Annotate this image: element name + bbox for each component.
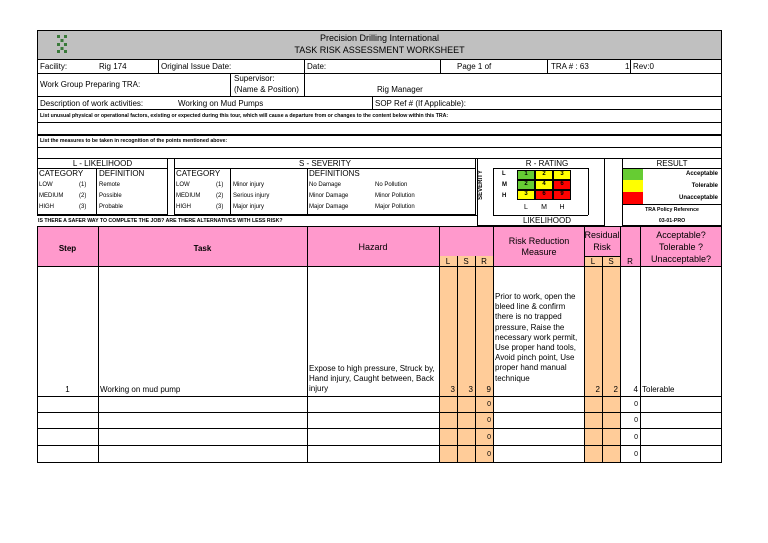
likelihood-high-num: (3) xyxy=(79,204,87,210)
likelihood-definition-header: DEFINITION xyxy=(99,169,145,178)
severity-high-num: (3) xyxy=(216,204,224,210)
row3-rating: 0 xyxy=(487,417,491,424)
supervisor-sub-label: (Name & Position) xyxy=(234,85,299,94)
row5-rating: 0 xyxy=(487,451,491,458)
row1-measure: Prior to work, open the bleed line & confirm there is no trapped pressure, Raise the necessary work permit, Use proper hand tools, Avoid pinch point, Use proper hand manual technique xyxy=(495,292,578,383)
col-residual-s-header: S xyxy=(608,257,614,266)
rating-value-3-1: 3 xyxy=(524,191,528,197)
likelihood-high-def: Probable xyxy=(99,204,124,210)
severity-high-equipment: Major Damage xyxy=(309,204,349,210)
severity-low-cat: LOW xyxy=(176,182,190,188)
col-l-header: L xyxy=(445,257,451,266)
row1-task: Working on mud pump xyxy=(100,385,181,394)
col-residual-header: Residual Risk xyxy=(584,230,620,252)
rating-col-high: H xyxy=(559,204,565,211)
row1-likelihood: 3 xyxy=(450,385,455,394)
severity-low-environment: No Pollution xyxy=(375,182,408,188)
col-task-header: Task xyxy=(193,244,212,253)
issue-date-label: Original Issue Date: xyxy=(161,62,232,71)
rating-severity-label: SEVERITY xyxy=(477,170,484,200)
worksheet-title: TASK RISK ASSESSMENT WORKSHEET xyxy=(294,45,465,55)
result-tolerable-swatch xyxy=(623,180,643,192)
severity-medium-equipment: Minor Damage xyxy=(309,193,349,199)
row2-rating: 0 xyxy=(487,401,491,408)
facility-value: Rig 174 xyxy=(99,62,127,71)
row4-rating: 0 xyxy=(487,434,491,441)
rating-row-medium: M xyxy=(502,182,507,188)
col-r-header: R xyxy=(481,257,487,266)
tra-number: TRA # : 63 xyxy=(551,62,589,71)
rev-label: Rev:0 xyxy=(633,62,654,71)
severity-low-people: Minor injury xyxy=(233,182,265,188)
row1-hazard: Expose to high pressure, Struck by, Hand injury, Caught between, Back injury xyxy=(309,364,435,393)
col-s-header: S xyxy=(463,257,469,266)
likelihood-low-cat: LOW xyxy=(39,182,53,188)
likelihood-medium-cat: MEDIUM xyxy=(39,193,64,199)
result-tolerable-label: Tolerable xyxy=(691,183,718,189)
severity-medium-cat: MEDIUM xyxy=(176,193,201,199)
col-measure-header: Risk Reduction Measure xyxy=(508,236,570,257)
result-acceptable-swatch xyxy=(623,169,643,180)
description-label: Description of work activities: xyxy=(40,99,144,108)
likelihood-high-cat: HIGH xyxy=(39,204,54,210)
likelihood-medium-num: (2) xyxy=(79,193,87,199)
rating-value-1-2: 2 xyxy=(542,171,546,177)
factors-note: List unusual physical or operational factors, existing or expected during this tour, which will cause a departure from or changes to the content below within this TRA: xyxy=(40,113,449,119)
rating-title: R - RATING xyxy=(525,159,569,168)
severity-title: S - SEVERITY xyxy=(298,159,351,168)
rating-col-medium: M xyxy=(541,204,547,211)
sop-ref-label: SOP Ref # (If Applicable): xyxy=(375,99,467,108)
rating-col-low: L xyxy=(524,204,528,211)
likelihood-category-header: CATEGORY xyxy=(39,169,84,178)
rating-likelihood-label: LIKELIHOOD xyxy=(522,216,571,225)
likelihood-low-def: Remote xyxy=(99,182,121,188)
company-name: Precision Drilling International xyxy=(319,33,440,43)
row1-residual-severity: 2 xyxy=(613,385,618,394)
page-label: Page 1 of xyxy=(457,62,492,71)
rating-value-3-3: 9 xyxy=(560,191,564,197)
policy-reference-label: TRA Policy Reference xyxy=(645,207,699,213)
result-unacceptable-label: Unacceptable xyxy=(678,195,718,201)
col-residual-r-header: R xyxy=(627,257,633,266)
row3-residual-rating: 0 xyxy=(634,417,638,424)
info-block xyxy=(37,59,722,135)
rating-value-1-3: 3 xyxy=(560,171,564,177)
col-hazard-header: Hazard xyxy=(358,242,388,252)
supervisor-label: Supervisor: xyxy=(234,74,275,83)
severity-high-cat: HIGH xyxy=(176,204,191,210)
col-step-header: Step xyxy=(58,244,77,253)
severity-medium-people: Serious injury xyxy=(233,193,270,199)
rating-value-2-3: 6 xyxy=(560,181,564,187)
policy-reference-code: 03-01-PRO xyxy=(658,218,686,224)
rating-value-3-2: 6 xyxy=(542,191,546,197)
likelihood-title: L - LIKELIHOOD xyxy=(72,159,133,168)
row1-residual-rating: 4 xyxy=(633,385,638,394)
description-value: Working on Mud Pumps xyxy=(178,99,264,108)
supervisor-value: Rig Manager xyxy=(377,85,423,94)
likelihood-medium-def: Possible xyxy=(99,193,122,199)
measures-note: List the measures to be taken in recognition of the points mentioned above: xyxy=(40,138,228,144)
result-unacceptable-swatch xyxy=(623,192,643,204)
rating-value-2-2: 4 xyxy=(542,181,546,187)
result-title: RESULT xyxy=(656,159,688,168)
severity-high-people: Major injury xyxy=(233,204,265,210)
row1-result: Tolerable xyxy=(642,385,675,394)
severity-medium-num: (2) xyxy=(216,193,224,199)
safer-way-question: IS THERE A SAFER WAY TO COMPLETE THE JOB? ARE THERE ALTERNATIVES WITH LESS RISK? xyxy=(38,218,283,224)
col-residual-l-header: L xyxy=(590,257,596,266)
work-group-label: Work Group Preparing TRA: xyxy=(40,80,141,89)
row1-residual-likelihood: 2 xyxy=(595,385,600,394)
date-label: Date: xyxy=(307,62,327,71)
severity-medium-environment: Minor Pollution xyxy=(375,193,415,199)
facility-label: Facility: xyxy=(40,62,68,71)
col-acceptability-header: Acceptable? Tolerable ? Unacceptable? xyxy=(650,230,712,264)
row1-step: 1 xyxy=(65,385,70,394)
row1-severity: 3 xyxy=(468,385,473,394)
severity-high-environment: Major Pollution xyxy=(375,204,415,210)
rating-value-1-1: 1 xyxy=(524,171,528,177)
severity-low-num: (1) xyxy=(216,182,224,188)
result-acceptable-label: Acceptable xyxy=(685,171,718,177)
row1-rating: 9 xyxy=(486,385,491,394)
row2-residual-rating: 0 xyxy=(634,401,638,408)
rev-number: 1 xyxy=(625,62,630,71)
severity-low-equipment: No Damage xyxy=(309,182,342,188)
rating-row-low: L xyxy=(502,171,506,177)
severity-definitions-header: DEFINITIONS xyxy=(309,169,360,178)
rating-row-high: H xyxy=(502,193,507,199)
severity-category-header: CATEGORY xyxy=(176,169,221,178)
likelihood-low-num: (1) xyxy=(79,182,87,188)
row5-residual-rating: 0 xyxy=(634,451,638,458)
row4-residual-rating: 0 xyxy=(634,434,638,441)
rating-value-2-1: 2 xyxy=(524,181,528,187)
